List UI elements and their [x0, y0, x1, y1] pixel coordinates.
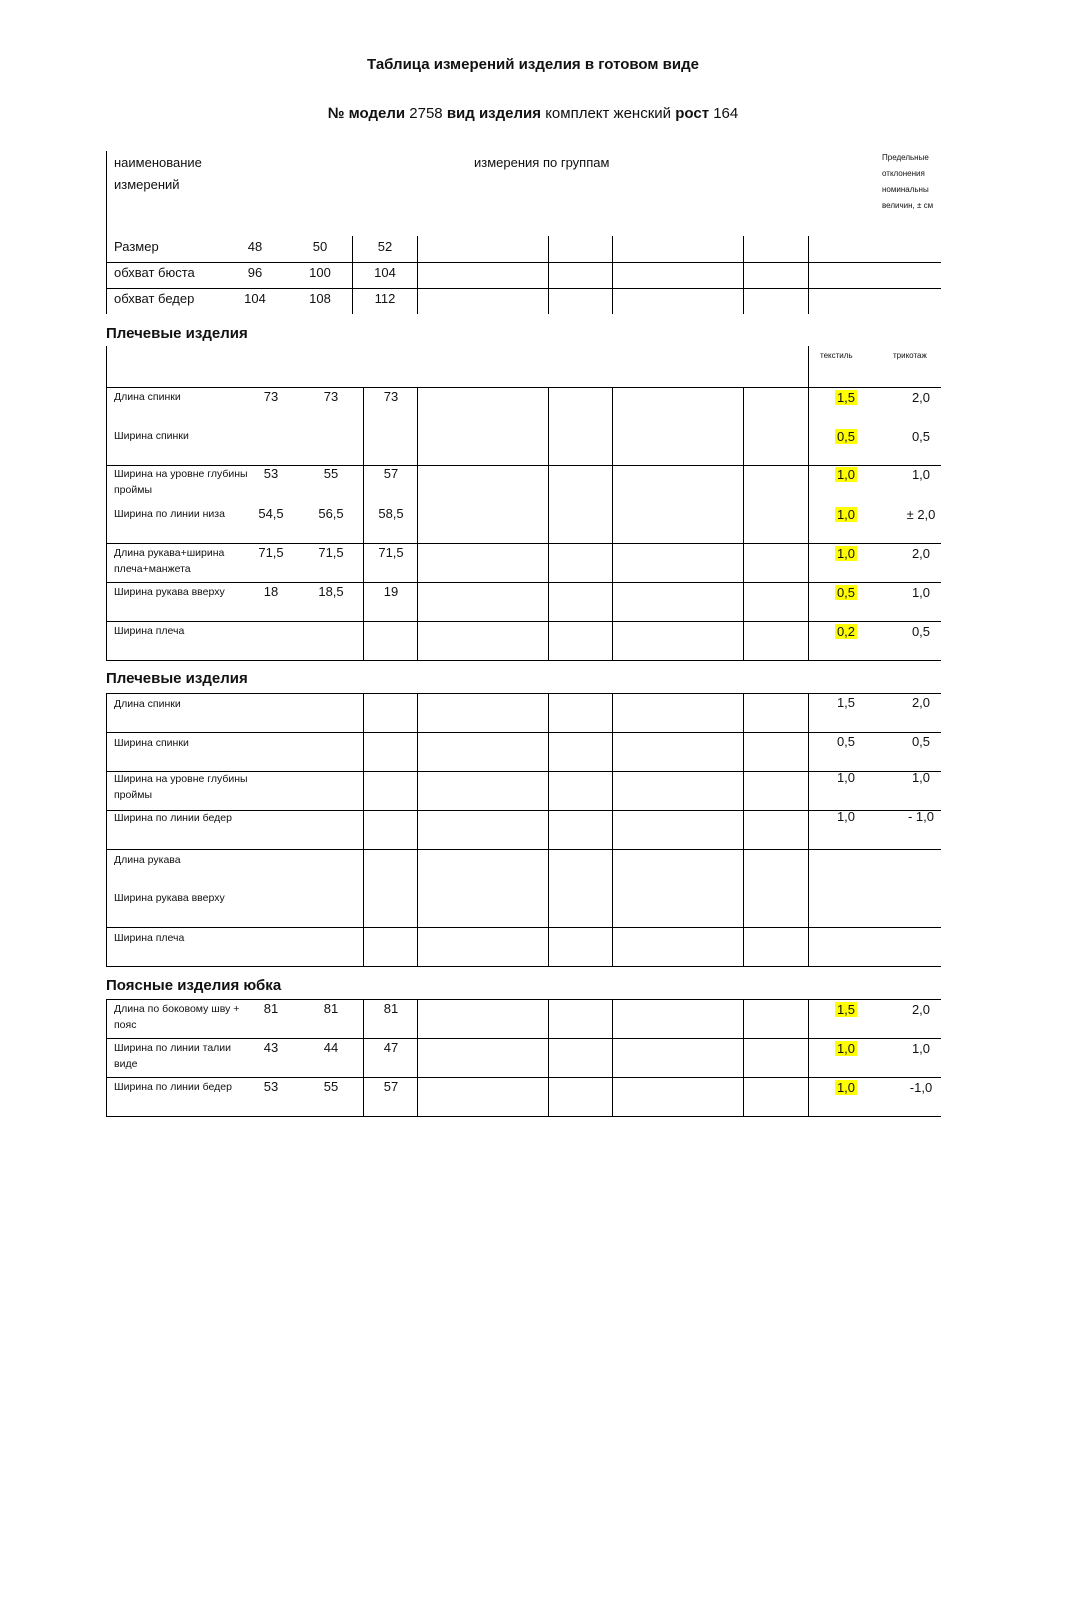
shoulder2-row-1-tol-textile — [826, 734, 866, 749]
table-left-border — [106, 346, 107, 660]
row-line — [106, 387, 941, 388]
waist-row-1-tol-knit — [901, 1041, 941, 1056]
shoulder1-row-3-tol-knit — [901, 507, 941, 522]
shoulder1-row-5-value-2: 19 — [383, 584, 399, 599]
col-line — [548, 999, 549, 1116]
shoulder1-row-4-tol-textile-value: 1,0 — [836, 546, 856, 561]
shoulder1-row-4-tol-knit-value: 2,0 — [911, 546, 931, 561]
shoulder1-row-6-tol-textile — [826, 624, 866, 639]
col-line — [363, 999, 364, 1116]
shoulder2-row-label-2: Ширина на уровне глубины проймы — [114, 773, 248, 801]
shoulder1-row-5-value-0: 18 — [263, 584, 279, 599]
shoulder1-row-3-tol-textile-value: 1,0 — [836, 507, 856, 522]
shoulder2-row-3-tol-textile-value: 1,0 — [836, 809, 856, 824]
waist-row-2-value-0: 53 — [263, 1079, 279, 1094]
row-line — [106, 1116, 941, 1117]
col-line — [548, 693, 549, 966]
shoulder1-row-1-tol-knit — [901, 429, 941, 444]
size-row-0-value-0: 48 — [247, 239, 263, 254]
waist-row-label-2: Ширина по линии бедер — [114, 1081, 232, 1093]
table-left-border — [106, 693, 107, 966]
section-title-1: Плечевые изделия — [106, 325, 248, 342]
size-row-label-0: Размер — [114, 239, 159, 254]
col-line — [743, 693, 744, 966]
shoulder2-row-0-tol-textile — [826, 695, 866, 710]
shoulder1-row-0-tol-knit — [901, 390, 941, 405]
shoulder1-row-5-tol-textile — [826, 585, 866, 600]
row-line — [106, 732, 941, 733]
shoulder1-row-0-tol-textile-value: 1,5 — [836, 390, 856, 405]
shoulder1-row-2-value-1: 55 — [323, 466, 339, 481]
shoulder2-row-2-tol-knit — [901, 770, 941, 785]
shoulder2-row-0-tol-knit-value: 2,0 — [911, 695, 931, 710]
tol-header-knit: трикотаж — [893, 351, 927, 360]
shoulder1-row-2-value-0: 53 — [263, 466, 279, 481]
header-limits-line2: отклонения — [882, 169, 925, 178]
row-line — [106, 1038, 941, 1039]
col-line — [548, 387, 549, 660]
shoulder1-row-2-tol-knit-value: 1,0 — [911, 467, 931, 482]
section-title-3: Поясные изделия юбка — [106, 977, 282, 994]
waist-row-1-tol-textile-value: 1,0 — [836, 1041, 856, 1056]
size-row-label-1: обхват бюста — [114, 265, 195, 280]
header-name-line2: измерений — [114, 177, 180, 192]
table-left-border — [106, 151, 107, 314]
col-line — [363, 693, 364, 966]
size-row-line — [106, 262, 941, 263]
col-line — [743, 999, 744, 1116]
size-col-line — [417, 236, 418, 314]
shoulder1-row-3-value-2: 58,5 — [378, 506, 404, 521]
shoulder1-row-5-tol-textile-value: 0,5 — [836, 585, 856, 600]
height-value: 164 — [713, 105, 739, 122]
waist-row-0-tol-knit-value: 2,0 — [911, 1002, 931, 1017]
waist-row-1-tol-knit-value: 1,0 — [911, 1041, 931, 1056]
waist-row-2-value-1: 55 — [323, 1079, 339, 1094]
shoulder1-row-label-4: Длина рукава+ширина плеча+манжета — [114, 547, 225, 575]
size-row-2-value-1: 108 — [309, 291, 331, 306]
shoulder1-row-4-value-0: 71,5 — [258, 545, 284, 560]
shoulder1-row-3-tol-knit-value: ± 2,0 — [906, 507, 936, 522]
header-groups: измерения по группам — [474, 155, 610, 170]
waist-row-0-value-0: 81 — [263, 1001, 279, 1016]
waist-row-1-tol-textile — [826, 1041, 866, 1056]
waist-row-label-1: Ширина по линии талии виде — [114, 1042, 232, 1070]
waist-row-1-value-0: 43 — [263, 1040, 279, 1055]
size-col-line — [808, 236, 809, 314]
shoulder1-row-3-value-1: 56,5 — [318, 506, 344, 521]
shoulder1-row-label-3: Ширина по линии низа — [114, 508, 225, 520]
shoulder1-row-3-tol-textile — [826, 507, 866, 522]
shoulder2-row-label-5: Ширина рукава вверху — [114, 892, 225, 904]
tol-header-textile: текстиль — [820, 351, 853, 360]
size-row-0-value-1: 50 — [312, 239, 328, 254]
shoulder1-row-1-tol-textile — [826, 429, 866, 444]
model-value: 2758 — [409, 105, 443, 122]
waist-row-0-value-1: 81 — [323, 1001, 339, 1016]
header-name-line1: наименование — [114, 155, 202, 170]
waist-row-2-tol-knit — [901, 1080, 941, 1095]
col-line — [743, 387, 744, 660]
row-line — [106, 621, 941, 622]
shoulder2-row-2-tol-textile — [826, 770, 866, 785]
shoulder1-row-5-value-1: 18,5 — [318, 584, 344, 599]
size-col-line — [743, 236, 744, 314]
waist-row-2-tol-knit-value: -1,0 — [909, 1080, 933, 1095]
shoulder2-row-2-tol-textile-value: 1,0 — [836, 770, 856, 785]
shoulder2-row-1-tol-textile-value: 0,5 — [836, 734, 856, 749]
height-label: рост — [675, 105, 710, 122]
col-line — [808, 693, 809, 966]
shoulder1-row-label-2: Ширина на уровне глубины проймы — [114, 468, 248, 496]
size-row-2-value-0: 104 — [244, 291, 266, 306]
shoulder1-row-label-1: Ширина спинки — [114, 430, 189, 442]
size-row-label-2: обхват бедер — [114, 291, 195, 306]
col-line — [363, 387, 364, 660]
shoulder1-row-3-value-0: 54,5 — [258, 506, 284, 521]
header-limits-line1: Предельные — [882, 153, 929, 162]
shoulder1-row-label-5: Ширина рукава вверху — [114, 586, 225, 598]
kind-label: вид изделия — [446, 105, 542, 122]
shoulder2-row-1-tol-knit-value: 0,5 — [911, 734, 931, 749]
size-col-line — [548, 236, 549, 314]
size-col-line — [352, 236, 353, 314]
size-row-1-value-1: 100 — [309, 265, 331, 280]
row-line — [106, 693, 941, 694]
size-row-1-value-0: 96 — [247, 265, 263, 280]
shoulder1-row-0-value-1: 73 — [323, 389, 339, 404]
row-line — [106, 927, 941, 928]
waist-row-0-value-2: 81 — [383, 1001, 399, 1016]
col-line — [417, 693, 418, 966]
waist-row-1-value-1: 44 — [323, 1040, 339, 1055]
col-line — [808, 999, 809, 1116]
shoulder2-row-0-tol-textile-value: 1,5 — [836, 695, 856, 710]
shoulder1-row-0-value-0: 73 — [263, 389, 279, 404]
shoulder2-row-label-4: Длина рукава — [114, 854, 181, 866]
shoulder1-row-2-tol-knit — [901, 467, 941, 482]
shoulder1-row-6-tol-knit-value: 0,5 — [911, 624, 931, 639]
shoulder1-row-4-tol-textile — [826, 546, 866, 561]
shoulder2-row-3-tol-knit-value: - 1,0 — [907, 809, 934, 824]
header-limits-line3: номинальны — [882, 185, 929, 194]
shoulder1-row-2-value-2: 57 — [383, 466, 399, 481]
size-row-2-value-2: 112 — [374, 291, 396, 306]
waist-row-0-tol-knit — [901, 1002, 941, 1017]
shoulder1-row-6-tol-textile-value: 0,2 — [836, 624, 856, 639]
row-line — [106, 999, 941, 1000]
shoulder2-row-3-tol-textile — [826, 809, 866, 824]
model-line — [0, 105, 1066, 122]
col-line — [417, 999, 418, 1116]
table-left-border — [106, 999, 107, 1116]
shoulder2-row-0-tol-knit — [901, 695, 941, 710]
shoulder2-row-label-3: Ширина по линии бедер — [114, 812, 232, 824]
waist-row-label-0: Длина по боковому шву + пояс — [114, 1003, 240, 1031]
shoulder2-row-3-tol-knit — [901, 809, 941, 824]
shoulder1-row-4-tol-knit — [901, 546, 941, 561]
shoulder1-row-2-tol-textile-value: 1,0 — [836, 467, 856, 482]
document-title: Таблица измерений изделия в готовом виде — [367, 56, 699, 73]
row-line — [106, 660, 941, 661]
row-line — [106, 966, 941, 967]
col-line — [612, 693, 613, 966]
waist-row-2-tol-textile-value: 1,0 — [836, 1080, 856, 1095]
shoulder2-row-label-1: Ширина спинки — [114, 737, 189, 749]
size-row-0-value-2: 52 — [377, 239, 393, 254]
col-line — [417, 387, 418, 660]
shoulder1-row-label-0: Длина спинки — [114, 391, 181, 403]
kind-value: комплект женский — [545, 105, 672, 122]
size-row-line — [106, 288, 941, 289]
size-row-1-value-2: 104 — [374, 265, 396, 280]
waist-row-0-tol-textile — [826, 1002, 866, 1017]
header-limits-line4: величин, ± см — [882, 201, 934, 210]
col-line — [612, 387, 613, 660]
shoulder2-row-label-6: Ширина плеча — [114, 932, 185, 944]
row-line — [106, 582, 941, 583]
waist-row-1-value-2: 47 — [383, 1040, 399, 1055]
shoulder1-row-5-tol-knit-value: 1,0 — [911, 585, 931, 600]
shoulder2-row-1-tol-knit — [901, 734, 941, 749]
waist-row-0-tol-textile-value: 1,5 — [836, 1002, 856, 1017]
shoulder1-row-1-tol-knit-value: 0,5 — [911, 429, 931, 444]
model-label: № модели — [327, 105, 406, 122]
shoulder1-row-0-tol-textile — [826, 390, 866, 405]
col-line — [612, 999, 613, 1116]
shoulder1-row-6-tol-knit — [901, 624, 941, 639]
row-line — [106, 543, 941, 544]
section-title-2: Плечевые изделия — [106, 670, 248, 687]
shoulder1-row-4-value-2: 71,5 — [378, 545, 404, 560]
shoulder1-row-4-value-1: 71,5 — [318, 545, 344, 560]
row-line — [106, 1077, 941, 1078]
shoulder2-row-label-0: Длина спинки — [114, 698, 181, 710]
shoulder1-row-label-6: Ширина плеча — [114, 625, 185, 637]
size-col-line — [612, 236, 613, 314]
shoulder1-row-0-tol-knit-value: 2,0 — [911, 390, 931, 405]
shoulder1-row-2-tol-textile — [826, 467, 866, 482]
shoulder1-row-1-tol-textile-value: 0,5 — [836, 429, 856, 444]
shoulder2-row-2-tol-knit-value: 1,0 — [911, 770, 931, 785]
row-line — [106, 849, 941, 850]
col-line — [808, 387, 809, 660]
shoulder1-row-0-value-2: 73 — [383, 389, 399, 404]
waist-row-2-value-2: 57 — [383, 1079, 399, 1094]
shoulder1-row-5-tol-knit — [901, 585, 941, 600]
waist-row-2-tol-textile — [826, 1080, 866, 1095]
